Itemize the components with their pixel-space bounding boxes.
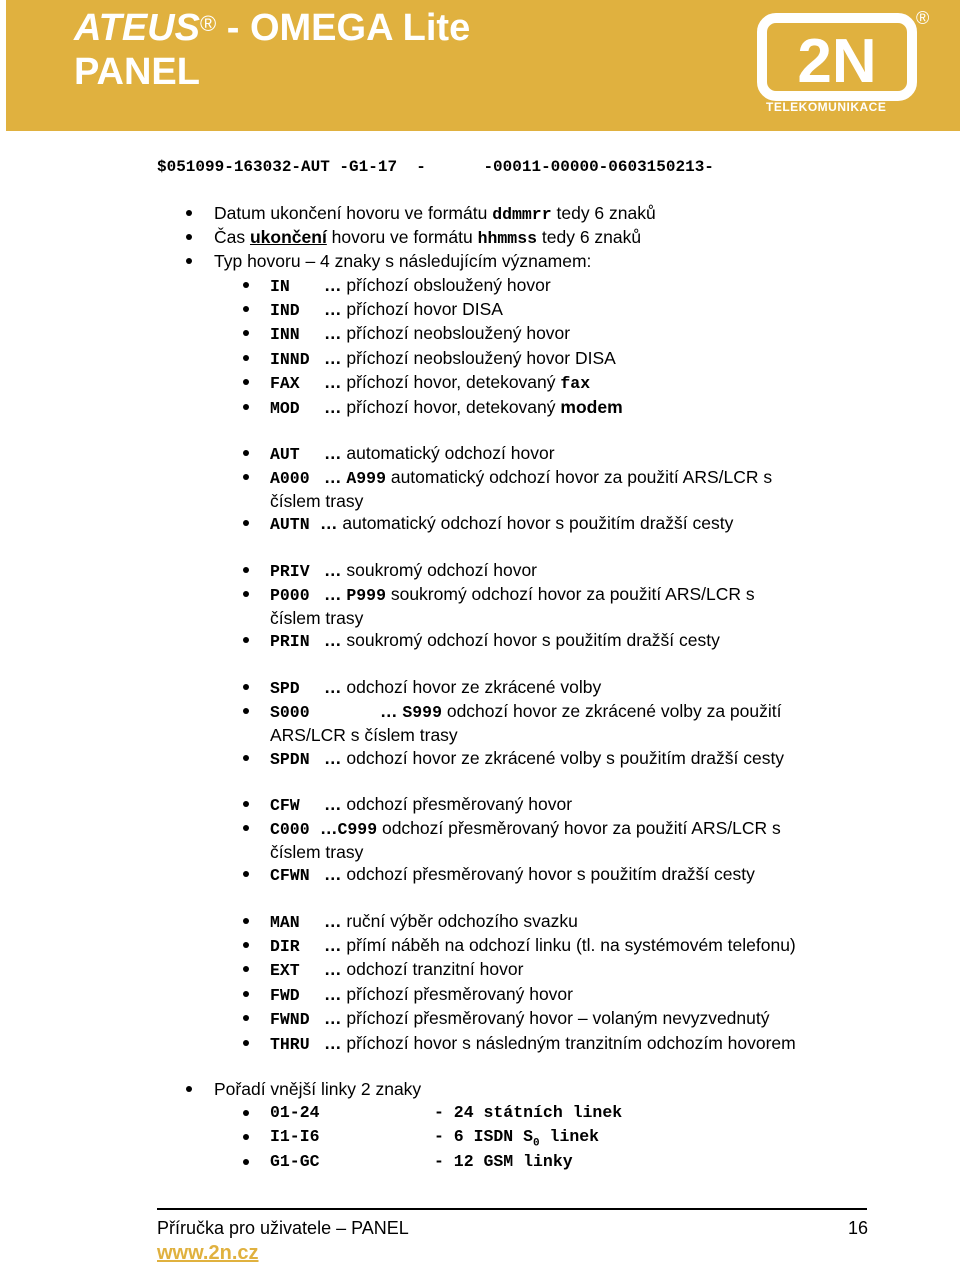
bullet [243, 1040, 249, 1046]
list-item-spd: SPD … odchozí hovor ze zkrácené volby [270, 677, 602, 698]
footer-link[interactable]: www.2n.cz [157, 1242, 259, 1264]
bullet [186, 258, 192, 264]
bullet [243, 404, 249, 410]
bullet [243, 1015, 249, 1021]
list-item-a000-line2: číslem trasy [270, 491, 364, 511]
footer-divider [157, 1208, 867, 1210]
bullet [243, 306, 249, 312]
bullet [243, 825, 249, 831]
list-item-dir: DIR … přímí náběh na odchozí linku (tl. na systémovém telefonu) [270, 935, 796, 956]
record-example: $051099-163032-AUT -G1-17 - -00011-00000-0603150213- [157, 158, 714, 176]
list-item-inn: INN … příchozí neobsloužený hovor [270, 323, 571, 344]
list-item-s000: S000 … S999 odchozí hovor ze zkrácené volby za použití [270, 701, 782, 722]
footer-title: Příručka pro uživatele – PANEL [157, 1218, 409, 1238]
list-item-cfwn: CFWN … odchozí přesměrovaný hovor s použitím dražší cesty [270, 864, 755, 885]
list-item-lines-isdn: I1-I6 - 6 ISDN $S_0$ linek [270, 1127, 600, 1150]
list-item-mod: MOD … příchozí hovor, detekovaný modem [270, 397, 623, 418]
bullet [243, 474, 249, 480]
list-item-autn: AUTN … automatický odchozí hovor s použitím dražší cesty [270, 513, 734, 534]
bullet [243, 942, 249, 948]
bullet [243, 379, 249, 385]
list-item-thru: THRU … příchozí hovor s následným tranzitním odchozím hovorem [270, 1033, 796, 1054]
bullet [243, 684, 249, 690]
bullet [243, 450, 249, 456]
list-item-ext: EXT … odchozí tranzitní hovor [270, 959, 524, 980]
page-number: 16 [847, 1218, 868, 1238]
list-item-fax: FAX … příchozí hovor, detekovaný fax [270, 372, 591, 393]
bullet [243, 591, 249, 597]
bullet [243, 282, 249, 288]
list-item-man: MAN … ruční výběr odchozího svazku [270, 911, 578, 932]
bullet [243, 871, 249, 877]
list-item-spdn: SPDN … odchozí hovor ze zkrácené volby s použitím dražší cesty [270, 748, 785, 769]
list-item-in: IN … příchozí obsloužený hovor [270, 275, 551, 296]
list-item-s000-line2: ARS/LCR s číslem trasy [270, 725, 458, 745]
bullet [243, 330, 249, 336]
list-item-fwnd: FWND … příchozí přesměrovaný hovor – volaným nevyzvednutý [270, 1008, 770, 1029]
list-item-lines-gsm: G1-GC - 12 GSM linky [270, 1152, 573, 1171]
list-item-aut: AUT … automatický odchozí hovor [270, 443, 555, 464]
list-item-lines-state: 01-24 - 24 státních linek [270, 1103, 623, 1122]
list-item-prin: PRIN … soukromý odchozí hovor s použitím dražší cesty [270, 630, 720, 651]
bullet [243, 966, 249, 972]
list-item-p000-line2: číslem trasy [270, 608, 364, 628]
bullet [186, 1086, 192, 1092]
bullet [243, 567, 249, 573]
document-title: ATEUS® - OMEGA Lite PANEL [74, 7, 471, 93]
list-item-a000: A000 … A999 automatický odchozí hovor za použití ARS/LCR s [270, 467, 773, 488]
bullet [243, 991, 249, 997]
bullet [243, 637, 249, 643]
list-item-innd: INND … příchozí neobsloužený hovor DISA [270, 348, 616, 369]
bullet [243, 918, 249, 924]
list-item-p000: P000 … P999 soukromý odchozí hovor za použití ARS/LCR s [270, 584, 755, 605]
list-item-ind: IND … příchozí hovor DISA [270, 299, 503, 320]
bullet [243, 708, 249, 714]
list-item-c000: C000 …C999 odchozí přesměrovaný hovor za použití ARS/LCR s [270, 818, 781, 839]
bullet [243, 1110, 249, 1116]
bullet [243, 801, 249, 807]
list-item: Typ hovoru – 4 znaky s následujícím významem: [214, 251, 592, 271]
bullet [243, 1134, 249, 1140]
list-item-cfw: CFW … odchozí přesměrovaný hovor [270, 794, 573, 815]
bullet [243, 1159, 249, 1165]
logo-text: 2N [797, 27, 877, 96]
list-item-c000-line2: číslem trasy [270, 842, 364, 862]
bullet [186, 234, 192, 240]
bullet [186, 210, 192, 216]
logo-subtitle: TELEKOMUNIKACE [766, 100, 887, 114]
bullet [243, 355, 249, 361]
list-item: Čas ukončení hovoru ve formátu hhmmss tedy 6 znaků [214, 227, 642, 248]
list-item: Datum ukončení hovoru ve formátu ddmmrr tedy 6 znaků [214, 203, 656, 224]
list-item: Pořadí vnější linky 2 znaky [214, 1079, 422, 1099]
bullet [243, 755, 249, 761]
list-item-priv: PRIV … soukromý odchozí hovor [270, 560, 538, 581]
logo-registered-mark: ® [916, 8, 930, 28]
bullet [243, 520, 249, 526]
list-item-fwd: FWD … příchozí přesměrovaný hovor [270, 984, 573, 1005]
